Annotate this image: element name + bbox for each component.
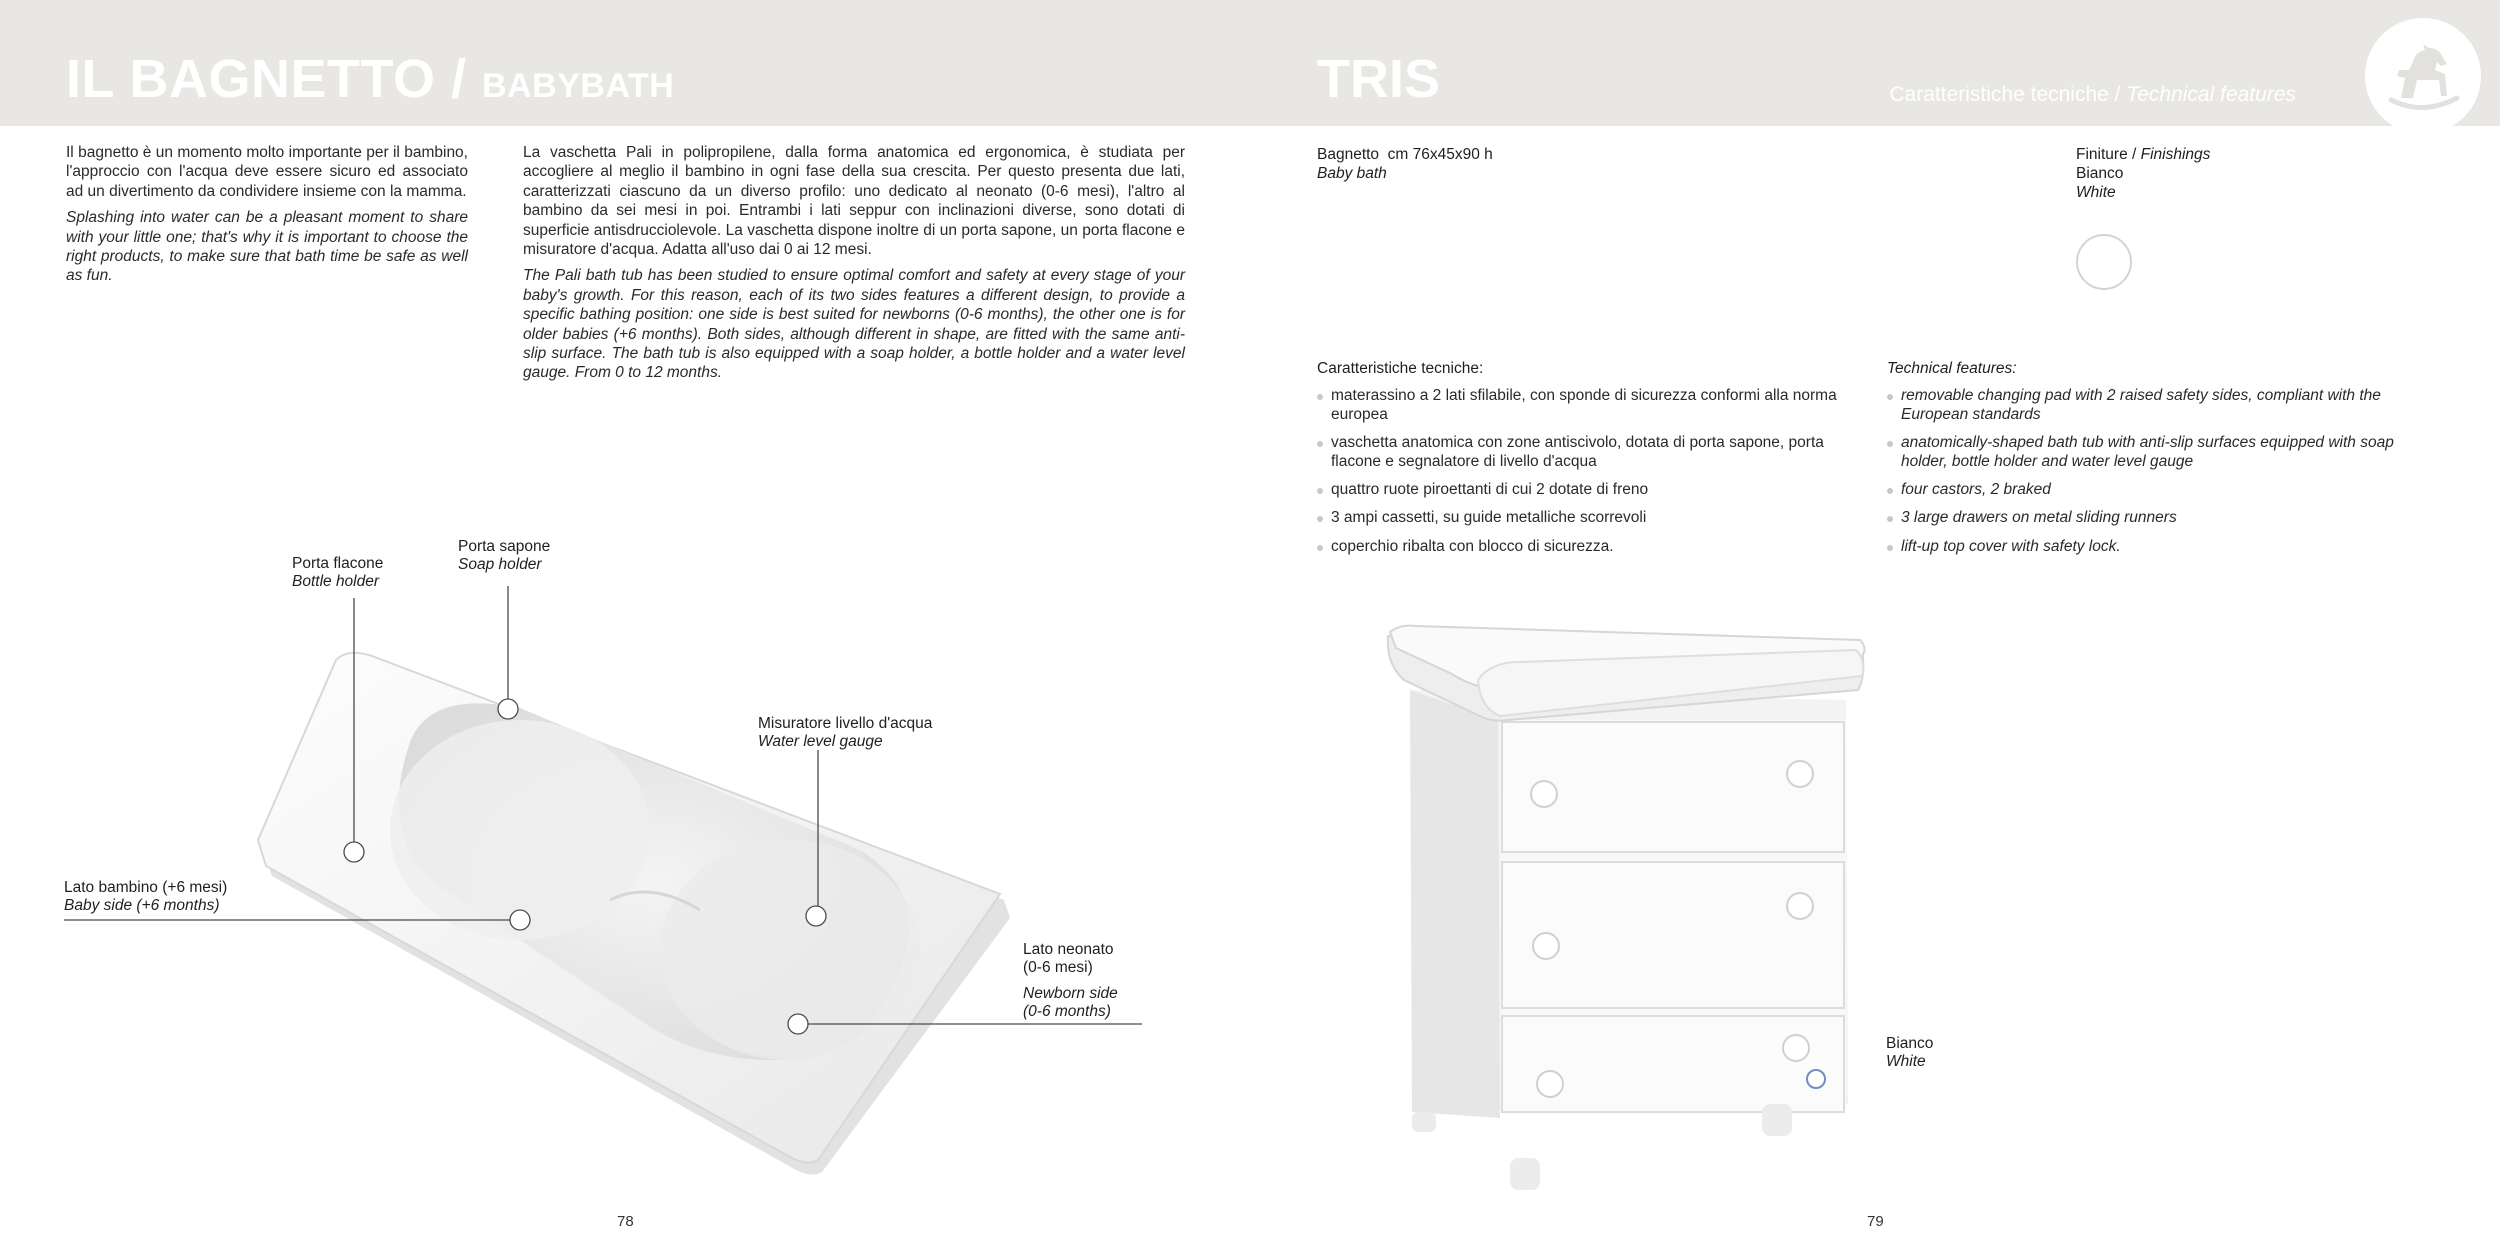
label-baby-side-it: Lato bambino (+6 mesi) [64,879,228,896]
label-newborn-side [1023,941,1118,1020]
features-title-en: Technical features: [1887,360,2017,377]
page-number-left: 78 [617,1213,634,1230]
white-swatch [2076,234,2132,290]
label-soap-holder-en: Soap holder [458,555,542,573]
finish-en: White [2076,184,2116,201]
label-bottle-holder [292,555,383,590]
callout-dot-bottle [344,842,364,862]
label-soap-holder-it: Porta sapone [458,538,551,555]
list-item: four castors, 2 braked [1887,481,2427,500]
label-bottle-holder-it: Porta flacone [292,555,384,572]
finishings-label-it: Finiture / [2076,146,2141,163]
tris-changing-unit-image [1388,626,1865,1190]
label-bottle-holder-en: Bottle holder [292,572,380,590]
list-item: quattro ruote piroettanti di cui 2 dotate di freno [1317,481,1857,500]
intro-it: Il bagnetto è un momento molto importante per il bambino, l'approccio con l'acqua deve essere sicuro ed associato ad un divertimento da condividere insieme con la mamma. [66,144,468,200]
color-caption-it: Bianco [1886,1035,1934,1052]
label-newborn-side-en2: (0-6 months) [1023,1002,1111,1020]
finishings-label-en: Finishings [2140,146,2211,163]
features-list-en [1887,387,2427,566]
features-title-it: Caratteristiche tecniche: [1317,360,1484,377]
finish-it: Bianco [2076,165,2124,182]
label-water-gauge-en: Water level gauge [758,732,883,750]
product-spec [1317,145,1493,183]
list-item: removable changing pad with 2 raised safety sides, compliant with the European standards [1887,387,2427,425]
label-newborn-side-it2: (0-6 mesi) [1023,958,1093,976]
page-number-right: 79 [1867,1213,1884,1230]
list-item: anatomically-shaped bath tub with anti-slip surfaces equipped with soap holder, bottle holder and water level gauge [1887,434,2427,472]
list-item: materassino a 2 lati sfilabile, con sponde di sicurezza conformi alla norma europea [1317,387,1857,425]
title-main: IL BAGNETTO / [66,49,483,109]
product-name: Bagnetto cm 76x45x90 h [1317,146,1493,163]
callout-dot-gauge [806,906,826,926]
tech-header-en: Technical features [2126,83,2296,106]
list-item: lift-up top cover with safety lock. [1887,538,2427,557]
list-item: 3 ampi cassetti, su guide metalliche scorrevoli [1317,509,1857,528]
body-en: The Pali bath tub has been studied to ensure optimal comfort and safety at every stage of your baby's growth. For this reason, each of its two sides features a different design, to provide a specific bathing position: one side is best suited for newborns (0-6 months), the other one is for older babies (+6 months). Both sides, although different in shape, are fitted with the same anti-slip surface. The bath tub is also equipped with a soap holder, a bottle holder and a water level gauge. From 0 to 12 months. [523,267,1185,382]
label-water-gauge-it: Misuratore livello d'acqua [758,715,933,732]
features-list-it [1317,387,1857,566]
intro-en: Splashing into water can be a pleasant moment to share with your little one; that's why it is important to choose the right products, to make sure that bath time be safe as well as fun. [66,209,468,285]
color-caption [1886,1035,1933,1070]
label-soap-holder [458,538,550,573]
callout-dot-newborn-side [788,1014,808,1034]
list-item: coperchio ribalta con blocco di sicurezza. [1317,538,1857,557]
list-item: vaschetta anatomica con zone antiscivolo, dotata di porta sapone, porta flacone e segnalatore di livello d'acqua [1317,434,1857,472]
product-name-en: Baby bath [1317,165,1387,182]
label-newborn-side-it1: Lato neonato [1023,941,1114,958]
finishings [2076,145,2210,202]
finishings-label [2076,145,2210,164]
label-newborn-side-en1: Newborn side [1023,985,1118,1002]
page-title-right: TRIS [1317,49,1441,109]
label-baby-side [64,879,227,914]
color-caption-en: White [1886,1052,1926,1070]
body-it: La vaschetta Pali in polipropilene, dalla forma anatomica ed ergonomica, è studiata per accogliere al meglio il bambino in ogni fase della sua crescita. Per questo presenta due lati, caratterizzati ciascuno da un diverso profilo: uno dedicato al neonato (0-6 mesi), l'altro al bambino da sei mesi in poi. Entrambi i lati seppur con inclinazioni diverse, sono dotati di superficie antisdrucciolevole. La vaschetta dispone inoltre di un porta sapone, un porta flacone e misuratore d'acqua. Adatta all'uso dai 0 ai 12 mesi. [523,144,1185,259]
callout-dot-soap [498,699,518,719]
label-baby-side-en: Baby side (+6 months) [64,896,220,914]
tech-header-it: Caratteristiche tecniche / [1889,83,2127,106]
list-item: 3 large drawers on metal sliding runners [1887,509,2427,528]
title-sub: BABYBATH [482,67,675,105]
callout-dot-baby-side [510,910,530,930]
label-water-gauge [758,715,932,750]
